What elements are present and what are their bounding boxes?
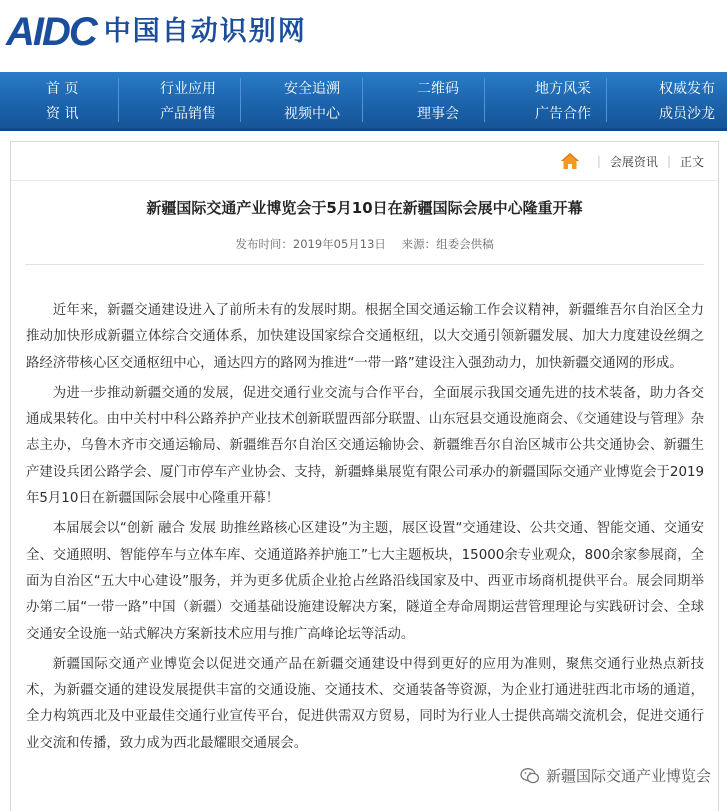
- publish-date: 发布时间：2019年05月13日: [235, 237, 386, 251]
- wechat-watermark: [518, 765, 713, 786]
- nav-ad-cooperation[interactable]: 广告合作: [535, 106, 591, 122]
- nav-industry-apps[interactable]: 行业应用: [160, 81, 216, 97]
- article-paragraph: 为进一步推动新疆交通的发展，促进交通行业交流与合作平台，全面展示我国交通先进的技术装备，助力各交通成果转化。由中关村中科公路养护产业技术创新联盟西部分联盟、山东冠县交通设施商会、《交通建设与管理》杂志主办，乌鲁木齐市交通运输局、新疆维吾尔自治区交通运输协会、新疆维吾尔自治区城市公共交通协会、新疆生产建设兵团公路学会、厦门市停车产业协会、支持，新疆蜂巢展览有限公司承办的新疆国际交通产业博览会于2019年5月10日在新疆国际会展中心隆重开幕！: [26, 385, 704, 507]
- site-header: [0, 0, 727, 72]
- breadcrumb-current: 正文: [679, 154, 704, 169]
- article-paragraph: 近年来，新疆交通建设进入了前所未有的发展时期。根据全国交通运输工作会议精神，新疆维吾尔自治区全力推动加快形成新疆立体综合交通体系，加快建设国家综合交通枢纽，以大交通引领新疆发展、加大力度建设丝绸之路经济带核心区交通枢纽中心，通达四方的路网为推进“一带一路”建设注入强劲动力，加快新疆交通网的形成。: [26, 303, 704, 371]
- breadcrumb-separator: |: [666, 154, 671, 168]
- main-nav: [0, 72, 727, 128]
- site-name: 中国自动识别网: [103, 16, 307, 47]
- nav-product-sales[interactable]: 产品销售: [160, 106, 216, 122]
- logo-mark: AIDC: [6, 10, 96, 54]
- nav-council[interactable]: 理事会: [417, 106, 459, 122]
- nav-official-release[interactable]: 权威发布: [659, 81, 715, 97]
- nav-qr-code[interactable]: 二维码: [417, 81, 459, 97]
- article-meta: [11, 236, 718, 252]
- breadcrumb-separator: |: [596, 154, 601, 168]
- article-body: [26, 298, 704, 761]
- article-paragraph: 本届展会以“创新 融合 发展 助推丝路核心区建设”为主题，展区设置“交通建设、公共交通、智能交通、交通安全、交通照明、智能停车与立体车库、交通道路养护施工”七大主题板块，15000余专业观众，800余家参展商，全面为自治区“五大中心建设”服务，并为更多优质企业抢占丝路沿线国家及中、西亚市场商机提供平台。展会同期举办第二届“一带一路”中国（新疆）交通基础设施建设解决方案，隧道全寿命周期运营管理理论与实践研讨会、全球交通安全设施一站式解决方案新技术应用与推广高峰论坛等活动。: [26, 521, 704, 642]
- nav-traceability[interactable]: 安全追溯: [284, 81, 340, 97]
- article-paragraph: 新疆国际交通产业博览会以促进交通产品在新疆交通建设中得到更好的应用为准则，聚焦交通行业热点新技术，为新疆交通的建设发展提供丰富的交通设施、交通技术、交通装备等资源，为企业打通进驻西北市场的通道，全力构筑西北及中亚最佳交通行业宣传平台，促进供需双方贸易，同时为行业人士提供高端交流机会，促进交通行业交流和传播，致力成为西北最耀眼交通展会。: [26, 656, 704, 751]
- content-panel: [10, 141, 719, 811]
- wechat-icon: [520, 767, 540, 785]
- nav-underline: [0, 128, 727, 131]
- nav-home[interactable]: 首 页: [46, 81, 79, 97]
- breadcrumb-exhibition-news[interactable]: 会展资讯: [609, 154, 658, 169]
- nav-regional[interactable]: 地方风采: [535, 81, 591, 97]
- wechat-account-name: 新疆国际交通产业博览会: [545, 767, 711, 785]
- nav-member-salon[interactable]: 成员沙龙: [659, 106, 715, 122]
- site-logo[interactable]: [6, 12, 307, 52]
- nav-news[interactable]: 资 讯: [46, 106, 79, 122]
- article-title: 新疆国际交通产业博览会于5月10日在新疆国际会展中心隆重开幕: [146, 199, 583, 217]
- breadcrumb: [11, 142, 718, 181]
- title-divider: [25, 264, 704, 265]
- home-icon[interactable]: [560, 152, 580, 170]
- nav-video-center[interactable]: 视频中心: [284, 106, 340, 122]
- article-source: 来源：组委会供稿: [401, 237, 494, 251]
